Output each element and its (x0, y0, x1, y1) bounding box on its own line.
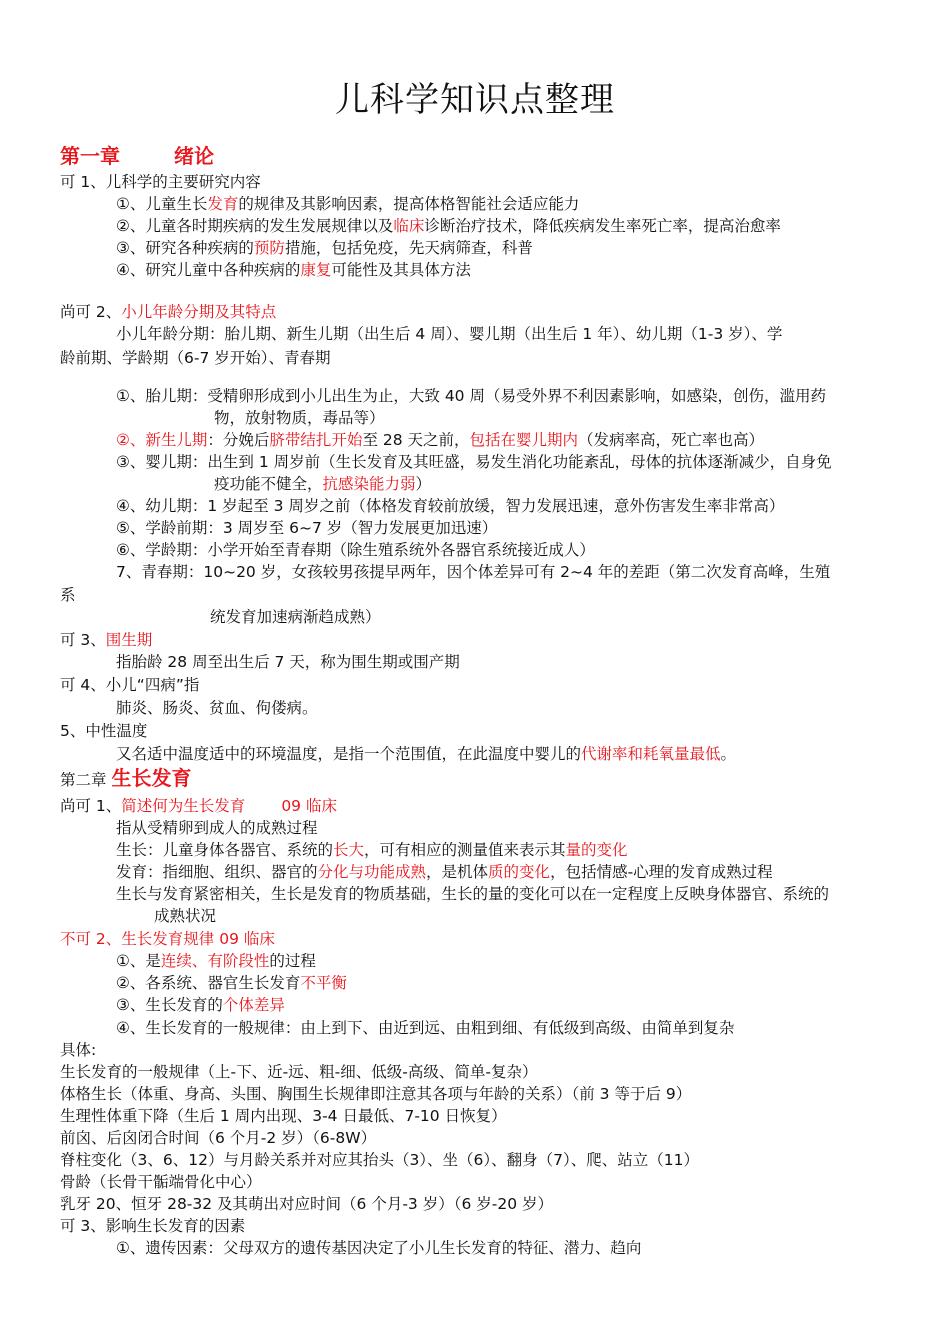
t2-item-2: ②、各系统、器官生长发育不平衡 (116, 974, 347, 992)
chapter-1-heading (60, 146, 214, 168)
s5-body: 又名适中温度适中的环境温度，是指一个范围值，在此温度中婴儿的代谢率和耗氧量最低。 (116, 745, 737, 763)
detail-line-4: 前囟、后囟闭合时间（6 个月-2 岁）（6-8W） (60, 1129, 377, 1147)
t3-item-1: ①、遗传因素：父母双方的遗传基因决定了小儿生长发育的特征、潜力、趋向 (116, 1239, 642, 1257)
chapter-2-heading (60, 768, 191, 790)
t2-item-1: ①、是连续、有阶段性的过程 (116, 952, 316, 970)
t2-item-3: ③、生长发育的个体差异 (116, 996, 285, 1014)
s2-period-7-wrap: 系 (60, 586, 76, 604)
detail-line-3: 生理性体重下降（生后 1 周内出现、3-4 日最低、7-10 日恢复） (60, 1107, 507, 1125)
s2-period-4: ④、幼儿期：1 岁起至 3 周岁之前（体格发育较前放缓，智力发展迅速，意外伤害发生率非常高） (116, 497, 785, 515)
s2-period-3-cont: 疫功能不健全，抗感染能力弱） (214, 475, 432, 493)
detail-line-5: 脊柱变化（3、6、12）与月龄关系并对应其抬头（3）、坐（6）、翻身（7）、爬、站立（11） (60, 1151, 700, 1169)
t2-heading: 不可 2、生长发育规律 09 临床 (60, 930, 275, 948)
section-1-heading: 可 1、儿科学的主要研究内容 (60, 173, 261, 191)
chapter-2-label: 第二章 (60, 771, 107, 789)
t1-line-a: 指从受精卵到成人的成熟过程 (116, 819, 318, 837)
s2-period-6: ⑥、学龄期：小学开始至青春期（除生殖系统外各器官系统接近成人） (116, 541, 595, 559)
detail-line-7: 乳牙 20、恒牙 28-32 及其萌出对应时间（6 个月-3 岁）（6 岁-20 岁） (60, 1195, 553, 1213)
detail-line-6: 骨龄（长骨干骺端骨化中心） (60, 1173, 262, 1191)
s2-intro-line-2: 龄前期、学龄期（6-7 岁开始）、青春期 (60, 349, 331, 367)
s1-item-3: ③、研究各种疾病的预防措施，包括免疫，先天病筛查，科普 (116, 239, 533, 257)
s2-period-2: ②、新生儿期：分娩后脐带结扎开始至 28 天之前，包括在婴儿期内（发病率高，死亡率也高） (116, 431, 765, 449)
detail-line-1: 生长发育的一般规律（上-下、近-远、粗-细、低级-高级、简单-复杂） (60, 1063, 538, 1081)
s1-item-4: ④、研究儿童中各种疾病的康复可能性及其具体方法 (116, 261, 471, 279)
section-3-heading: 可 3、围生期 (60, 631, 153, 649)
s3-body: 指胎龄 28 周至出生后 7 天，称为围生期或围产期 (116, 653, 460, 671)
t1-line-d-cont: 成熟状况 (154, 907, 217, 925)
s2-intro-line-1: 小儿年龄分期：胎儿期、新生儿期（出生后 4 周）、婴儿期（出生后 1 年）、幼儿期（1-3 岁）、学 (116, 325, 783, 343)
s2-period-7-cont: 统发育加速病渐趋成熟） (210, 608, 381, 626)
s2-period-7: 7、青春期：10~20 岁，女孩较男孩提早两年，因个体差异可有 2~4 年的差距（第二次发育高峰，生殖 (116, 563, 831, 581)
s2-period-3: ③、婴儿期：出生到 1 周岁前（生长发育及其旺盛，易发生消化功能紊乱，母体的抗体逐渐减少，自身免 (116, 453, 832, 471)
t1-line-d: 生长与发育紧密相关，生长是发育的物质基础，生长的量的变化可以在一定程度上反映身体器官、系统的 (116, 885, 830, 903)
s1-item-2: ②、儿童各时期疾病的发生发展规律以及临床诊断治疗技术，降低疾病发生率死亡率，提高治愈率 (116, 217, 781, 235)
s2-period-1: ①、胎儿期：受精卵形成到小儿出生为止，大致 40 周（易受外界不利因素影响，如感染，创伤，滥用药 (116, 387, 826, 405)
s1-item-1: ①、儿童生长发育的规律及其影响因素，提高体格智能社会适应能力 (116, 195, 580, 213)
t1-line-b: 生长：儿童身体各器官、系统的长大，可有相应的测量值来表示其量的变化 (116, 841, 628, 859)
chapter-2-name: 生长发育 (111, 766, 192, 790)
t3-heading: 可 3、影响生长发育的因素 (60, 1217, 246, 1235)
detail-heading: 具体: (60, 1041, 97, 1059)
chapter-1-name: 绪论 (174, 144, 214, 168)
section-4-heading: 可 4、小儿“四病”指 (60, 676, 200, 694)
section-5-heading: 5、中性温度 (60, 722, 148, 740)
t2-item-4: ④、生长发育的一般规律：由上到下、由近到远、由粗到细、有低级到高级、由简单到复杂 (116, 1019, 735, 1037)
t1-line-c: 发育：指细胞、组织、器官的分化与功能成熟，是机体质的变化，包括情感-心理的发育成熟过程 (116, 863, 773, 881)
s2-period-1-cont: 物，放射物质，毒品等） (214, 409, 385, 427)
detail-line-2: 体格生长（体重、身高、头围、胸围生长规律即注意其各项与年龄的关系）（前 3 等于后 9） (60, 1085, 692, 1103)
s4-body: 肺炎、肠炎、贫血、佝偻病。 (116, 699, 318, 717)
section-2-heading: 尚可 2、小儿年龄分期及其特点 (60, 303, 277, 321)
t1-heading: 尚可 1、简述何为生长发育 09 临床 (60, 797, 337, 815)
s2-period-5: ⑤、学龄前期：3 周岁至 6~7 岁（智力发展更加迅速） (116, 519, 498, 537)
page-title: 儿科学知识点整理 (335, 80, 615, 120)
chapter-1-label: 第一章 (60, 144, 120, 168)
